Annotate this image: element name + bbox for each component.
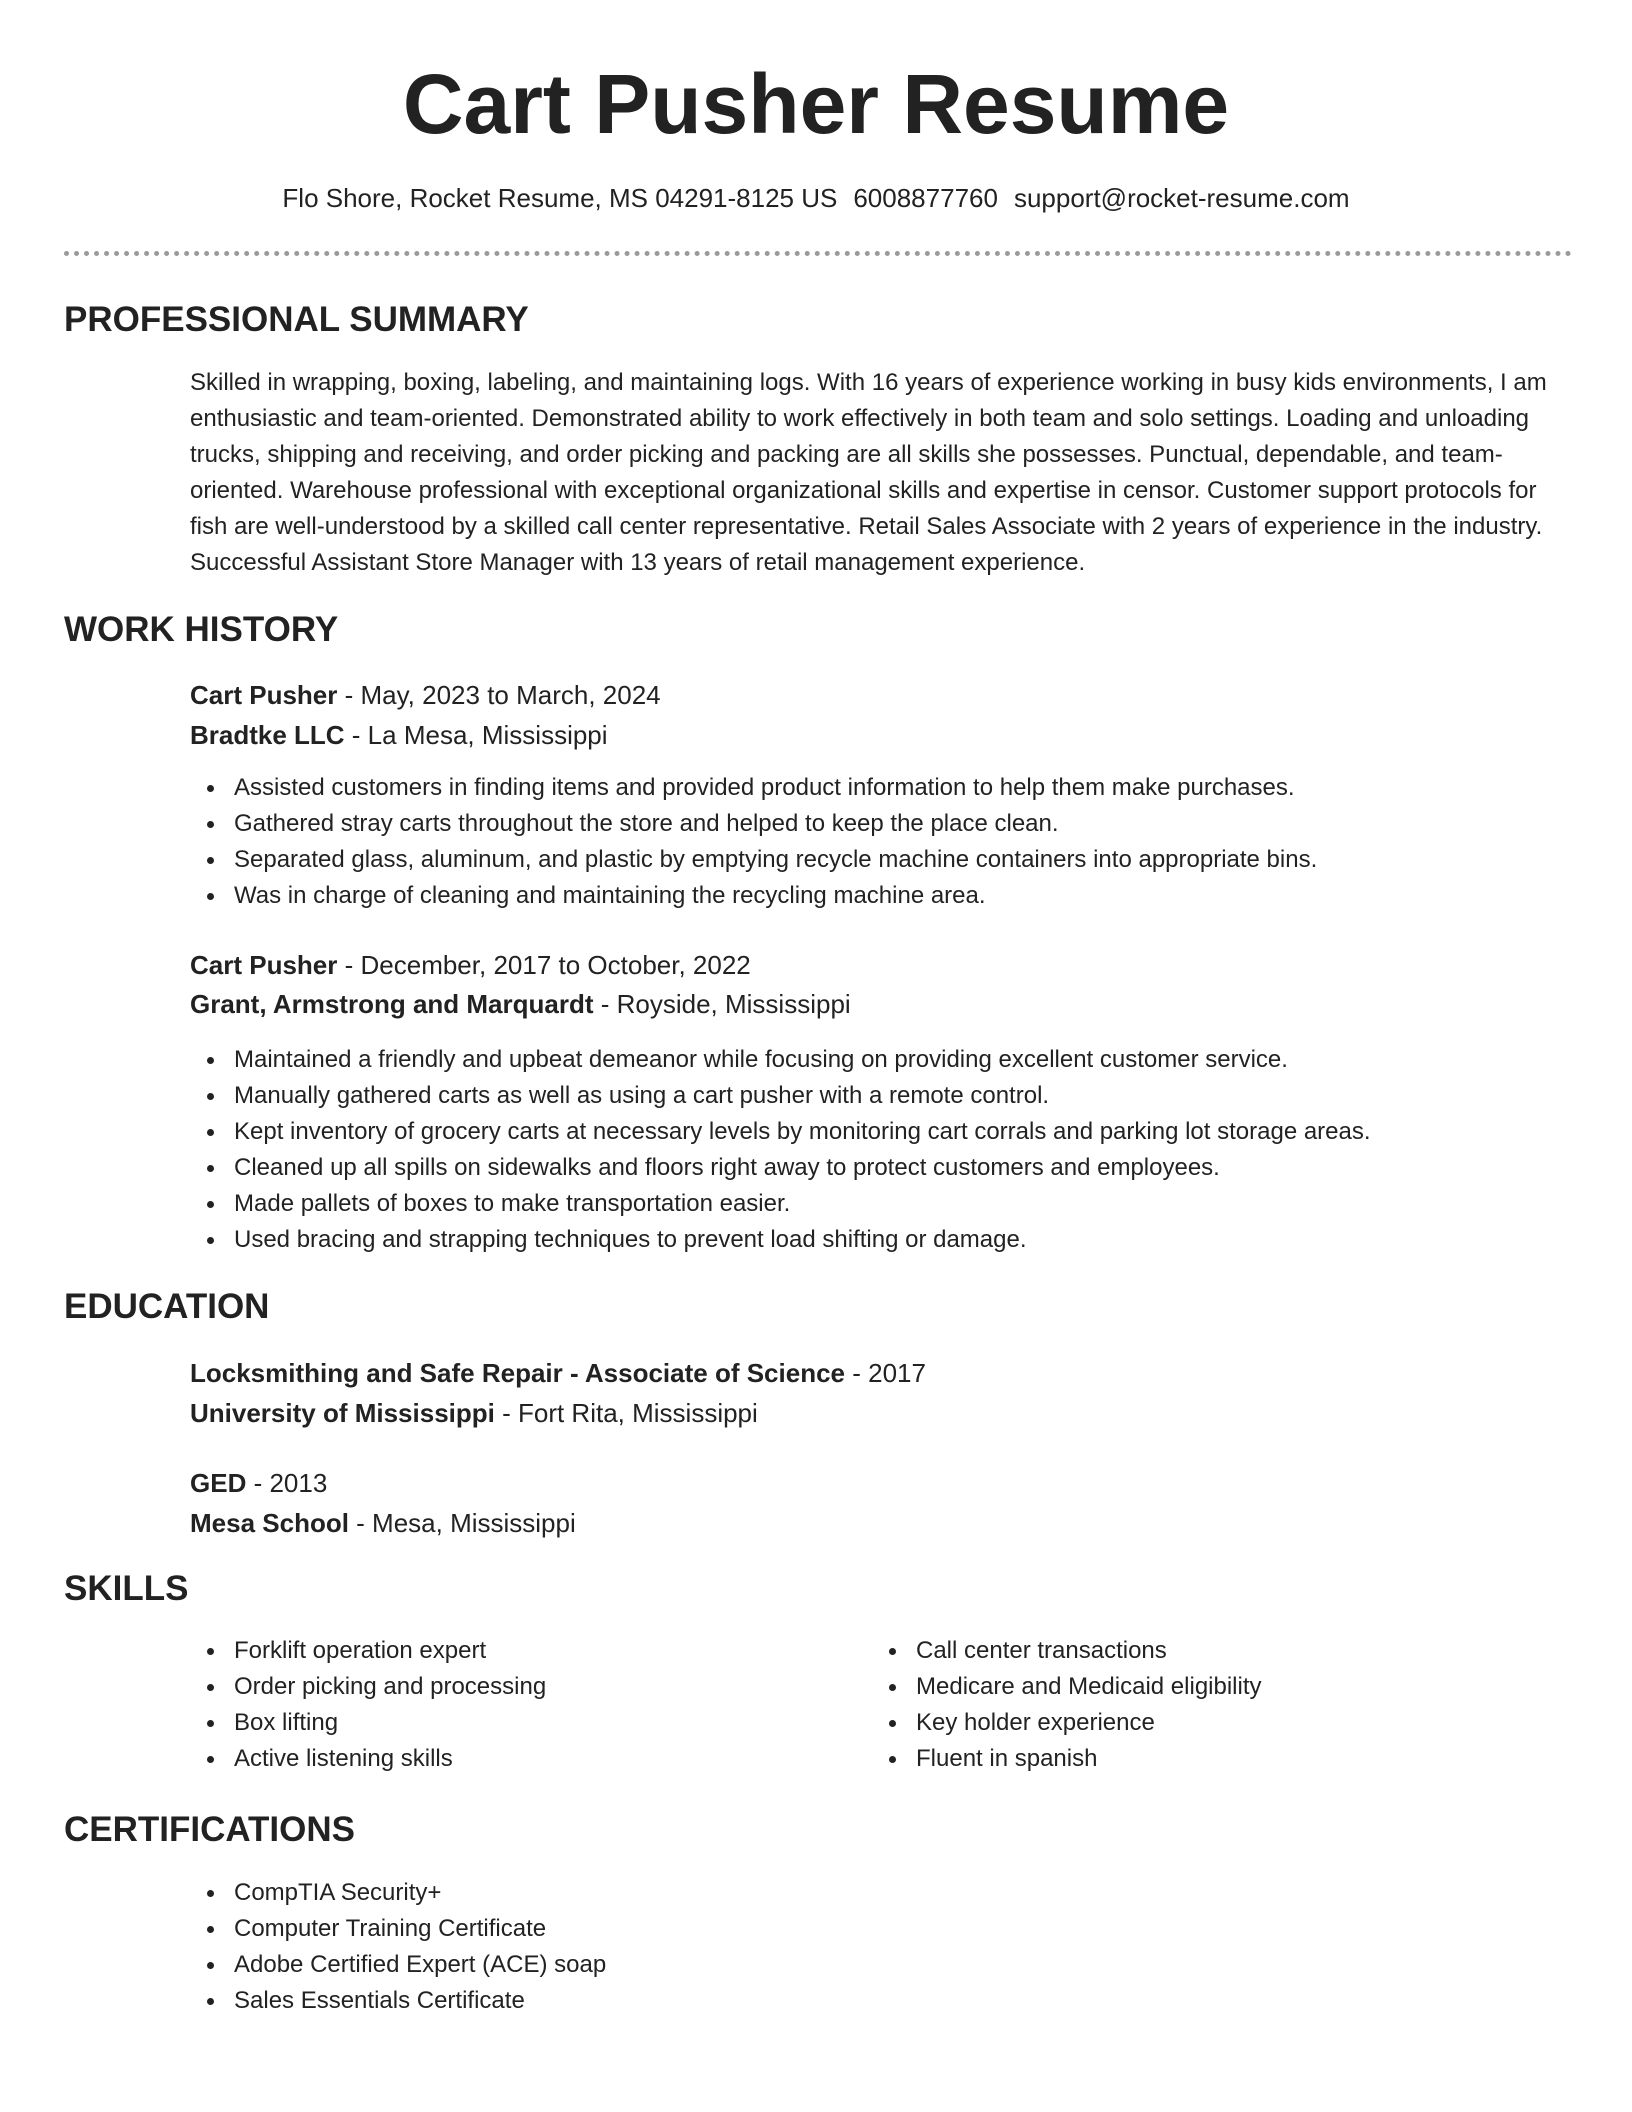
edu-1-year: - 2017: [845, 1358, 926, 1388]
resume-title: Cart Pusher Resume: [402, 57, 1230, 151]
header-divider: [64, 251, 1572, 256]
list-item: Order picking and processing: [190, 1669, 546, 1705]
list-item: Was in charge of cleaning and maintaining the recycling machine area.: [190, 878, 1317, 914]
summary-text: Skilled in wrapping, boxing, labeling, and maintaining logs. With 16 years of experience working in busy kids environments, I am enthusiastic and team-oriented. Demonstrated ability to work effectively in both team and solo settings. Loading and unloading trucks, shipping and receiving, and order picking and packing are all skills she possesses. Punctual, dependable, and team-oriented. Warehouse professional with exceptional organizational skills and expertise in censor. Customer support protocols for fish are well-understood by a skilled call center representative. Retail Sales Associate with 2 years of experience in the industry. Successful Assistant Store Manager with 13 years of retail management experience.: [190, 369, 1547, 576]
edu-2-school-line: [190, 1505, 1570, 1541]
edu-1-location: - Fort Rita, Mississippi: [494, 1398, 758, 1428]
edu-2-school: Mesa School: [190, 1508, 349, 1538]
edu-2-degree: GED: [190, 1468, 247, 1498]
edu-1-degree: Locksmithing and Safe Repair - Associate of Science: [190, 1358, 846, 1388]
job-1-company: Bradtke LLC: [190, 720, 345, 750]
edu-1-school: University of Mississippi: [190, 1398, 495, 1428]
list-item: Fluent in spanish: [872, 1741, 1262, 1777]
list-item: Active listening skills: [190, 1741, 546, 1777]
job-2-location: - Royside, Mississippi: [593, 989, 851, 1019]
list-item: Forklift operation expert: [190, 1633, 546, 1669]
edu-2-location: - Mesa, Mississippi: [348, 1508, 576, 1538]
job-1-bullets: [190, 770, 1317, 914]
job-2-dates: - December, 2017 to October, 2022: [337, 950, 751, 980]
job-2-company: Grant, Armstrong and Marquardt: [190, 989, 594, 1019]
list-item: Box lifting: [190, 1705, 546, 1741]
job-1-company-line: [190, 717, 1570, 753]
list-item: Computer Training Certificate: [190, 1911, 606, 1947]
job-2-bullets: [190, 1042, 1371, 1258]
list-item: Maintained a friendly and upbeat demeanor while focusing on providing excellent customer service.: [190, 1042, 1371, 1078]
list-item: Medicare and Medicaid eligibility: [872, 1669, 1262, 1705]
list-item: Kept inventory of grocery carts at necessary levels by monitoring cart corrals and parking lot storage areas.: [190, 1114, 1371, 1150]
skills-list-right: [872, 1633, 1262, 1777]
list-item: Separated glass, aluminum, and plastic by emptying recycle machine containers into appropriate bins.: [190, 842, 1317, 878]
certifications-list: [190, 1875, 606, 2019]
section-title-summary: PROFESSIONAL SUMMARY: [64, 300, 529, 339]
section-title-education: EDUCATION: [64, 1287, 270, 1326]
section-title-skills: SKILLS: [64, 1569, 189, 1608]
job-2-role: Cart Pusher: [190, 950, 338, 980]
contact-phone: 6008877760: [853, 183, 998, 213]
list-item: CompTIA Security+: [190, 1875, 606, 1911]
list-item: Made pallets of boxes to make transportation easier.: [190, 1186, 1371, 1222]
list-item: Cleaned up all spills on sidewalks and floors right away to protect customers and employees.: [190, 1150, 1371, 1186]
job-1-location: - La Mesa, Mississippi: [344, 720, 608, 750]
contact-address: Flo Shore, Rocket Resume, MS 04291-8125 US: [282, 183, 838, 213]
job-2-title-line: [190, 947, 1570, 983]
job-2-company-line: [190, 986, 1570, 1022]
section-title-work-history: WORK HISTORY: [64, 610, 339, 649]
list-item: Assisted customers in finding items and provided product information to help them make purchases.: [190, 770, 1317, 806]
skills-list-left: [190, 1633, 546, 1777]
job-1-dates: - May, 2023 to March, 2024: [337, 680, 661, 710]
section-title-certifications: CERTIFICATIONS: [64, 1810, 356, 1849]
list-item: Adobe Certified Expert (ACE) soap: [190, 1947, 606, 1983]
edu-1-degree-line: [190, 1355, 1570, 1391]
list-item: Call center transactions: [872, 1633, 1262, 1669]
job-1-role: Cart Pusher: [190, 680, 338, 710]
list-item: Used bracing and strapping techniques to prevent load shifting or damage.: [190, 1222, 1371, 1258]
list-item: Key holder experience: [872, 1705, 1262, 1741]
edu-1-school-line: [190, 1395, 1570, 1431]
list-item: Manually gathered carts as well as using a cart pusher with a remote control.: [190, 1078, 1371, 1114]
list-item: Gathered stray carts throughout the store and helped to keep the place clean.: [190, 806, 1317, 842]
job-1-title-line: [190, 677, 1570, 713]
contact-email: support@rocket-resume.com: [1013, 183, 1350, 213]
contact-line: [0, 180, 1632, 216]
edu-2-degree-line: [190, 1465, 1570, 1501]
edu-2-year: - 2013: [246, 1468, 328, 1498]
list-item: Sales Essentials Certificate: [190, 1983, 606, 2019]
